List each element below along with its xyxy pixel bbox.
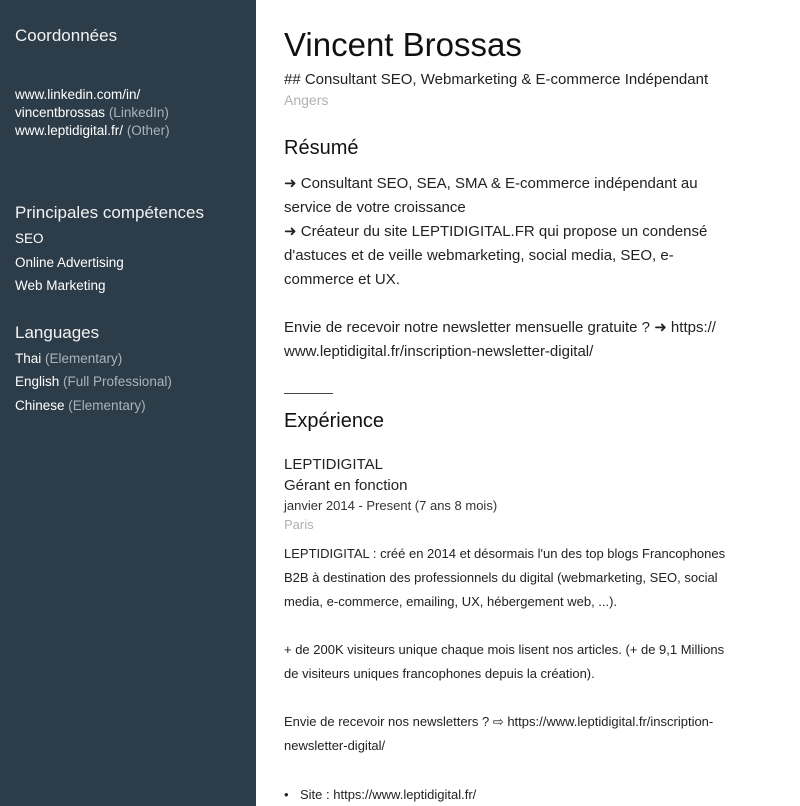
summary-title: Résumé: [284, 137, 359, 159]
language-item: [15, 351, 122, 366]
job-location: Paris: [284, 517, 314, 532]
job-role: Gérant en fonction: [284, 477, 408, 494]
linkedin-tag: (LinkedIn): [108, 105, 169, 120]
company-name: LEPTIDIGITAL: [284, 456, 383, 473]
language-level: (Elementary): [45, 351, 123, 366]
skills-title: Principales compétences: [15, 203, 204, 222]
person-name: Vincent Brossas: [284, 26, 522, 63]
experience-title: Expérience: [284, 410, 385, 432]
linkedin-link[interactable]: [15, 87, 140, 102]
job-newsletter-line[interactable]: Envie de recevoir nos newsletters ? ⇨ https://www.leptidigital.fr/inscription-: [284, 714, 714, 729]
website-tag: (Other): [126, 123, 170, 138]
job-description-line: de visiteurs uniques francophones depuis la création).: [284, 666, 595, 681]
location: Angers: [284, 92, 329, 108]
job-description-line: + de 200K visiteurs unique chaque mois lisent nos articles. (+ de 9,1 Millions: [284, 642, 725, 657]
summary-line: d'astuces et de veille webmarketing, social media, SEO, e-: [284, 247, 674, 264]
summary-line: commerce et UX.: [284, 271, 400, 288]
website-url[interactable]: www.leptidigital.fr/: [15, 123, 124, 138]
linkedin-link-2[interactable]: [15, 105, 169, 120]
summary-line: service de votre croissance: [284, 199, 466, 216]
job-description-line: media, e-commerce, emailing, UX, hébergement web, ...).: [284, 594, 618, 609]
site-link[interactable]: Site : https://www.leptidigital.fr/: [300, 787, 477, 802]
job-dates: janvier 2014 - Present (7 ans 8 mois): [284, 498, 498, 513]
skill-item: Web Marketing: [15, 278, 106, 293]
newsletter-line[interactable]: Envie de recevoir notre newsletter mensuelle gratuite ? ➜ https://: [284, 319, 716, 336]
bullet-item: [284, 787, 476, 802]
main-content: [284, 0, 800, 806]
language-name: Chinese: [15, 398, 65, 413]
job-description-line: B2B à destination des professionnels du digital (webmarketing, SEO, social: [284, 570, 718, 585]
languages-title: Languages: [15, 323, 100, 342]
language-item: [15, 398, 146, 413]
language-name: Thai: [15, 351, 42, 366]
job-newsletter-line[interactable]: newsletter-digital/: [284, 738, 386, 753]
language-level: (Full Professional): [63, 374, 172, 389]
sidebar: [0, 0, 256, 806]
contact-title: Coordonnées: [15, 26, 118, 45]
bullet-dot-icon: •: [284, 787, 289, 802]
linkedin-url-line1[interactable]: www.linkedin.com/in/: [15, 87, 141, 102]
job-description-line: LEPTIDIGITAL : créé en 2014 et désormais l'un des top blogs Francophones: [284, 546, 726, 561]
section-divider: [284, 393, 333, 394]
headline: ## Consultant SEO, Webmarketing & E-commerce Indépendant: [284, 71, 709, 88]
website-link[interactable]: [15, 123, 170, 138]
skill-item: SEO: [15, 231, 44, 246]
language-item: [15, 374, 172, 389]
language-name: English: [15, 374, 60, 389]
summary-line: ➜ Créateur du site LEPTIDIGITAL.FR qui propose un condensé: [284, 223, 708, 240]
language-level: (Elementary): [68, 398, 146, 413]
summary-line: ➜ Consultant SEO, SEA, SMA & E-commerce indépendant au: [284, 175, 698, 192]
newsletter-line[interactable]: www.leptidigital.fr/inscription-newsletter-digital/: [284, 343, 594, 360]
linkedin-url-line2[interactable]: vincentbrossas: [15, 105, 106, 120]
skill-item: Online Advertising: [15, 255, 124, 270]
